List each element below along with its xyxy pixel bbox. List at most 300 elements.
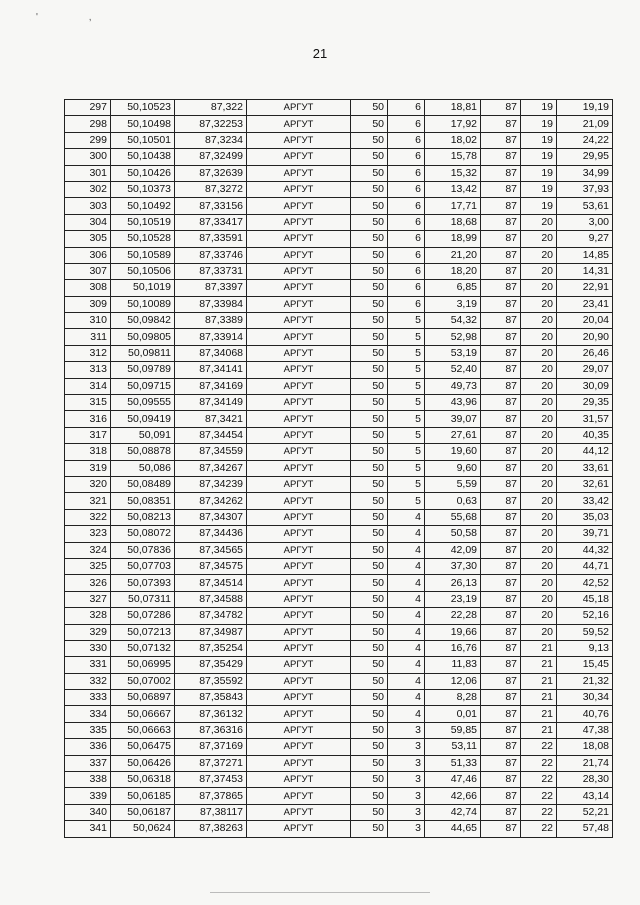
cell-river-name: АРГУТ — [247, 755, 351, 771]
cell-lat-seconds: 54,32 — [425, 313, 481, 329]
cell-lat-seconds: 52,40 — [425, 362, 481, 378]
cell-longitude: 87,34149 — [175, 395, 247, 411]
cell-latitude: 50,07132 — [111, 640, 175, 656]
cell-latitude: 50,10492 — [111, 198, 175, 214]
table-row — [65, 739, 613, 755]
cell-latitude: 50,07002 — [111, 673, 175, 689]
cell-lat-seconds: 16,76 — [425, 640, 481, 656]
cell-lat-minutes: 6 — [388, 231, 425, 247]
table-row — [65, 280, 613, 296]
cell-lat-degrees: 50 — [351, 821, 388, 837]
cell-longitude: 87,34575 — [175, 558, 247, 574]
cell-lon-degrees: 87 — [481, 640, 521, 656]
cell-lon-degrees: 87 — [481, 706, 521, 722]
cell-longitude: 87,37169 — [175, 739, 247, 755]
cell-longitude: 87,37453 — [175, 772, 247, 788]
cell-point-number: 334 — [65, 706, 111, 722]
cell-lat-minutes: 4 — [388, 673, 425, 689]
cell-river-name: АРГУТ — [247, 772, 351, 788]
cell-longitude: 87,322 — [175, 100, 247, 116]
cell-longitude: 87,3272 — [175, 181, 247, 197]
table-row — [65, 132, 613, 148]
cell-river-name: АРГУТ — [247, 526, 351, 542]
cell-latitude: 50,10528 — [111, 231, 175, 247]
cell-lat-minutes: 4 — [388, 690, 425, 706]
cell-latitude: 50,09842 — [111, 313, 175, 329]
cell-latitude: 50,09805 — [111, 329, 175, 345]
cell-latitude: 50,09715 — [111, 378, 175, 394]
cell-lat-seconds: 43,96 — [425, 395, 481, 411]
cell-lat-seconds: 18,81 — [425, 100, 481, 116]
cell-lon-minutes: 19 — [521, 181, 557, 197]
cell-lon-minutes: 19 — [521, 165, 557, 181]
cell-longitude: 87,34262 — [175, 493, 247, 509]
cell-lon-degrees: 87 — [481, 739, 521, 755]
cell-longitude: 87,34169 — [175, 378, 247, 394]
cell-lat-seconds: 52,98 — [425, 329, 481, 345]
cell-lon-minutes: 20 — [521, 591, 557, 607]
cell-lon-seconds: 57,48 — [557, 821, 613, 837]
cell-lat-minutes: 6 — [388, 165, 425, 181]
table-row — [65, 378, 613, 394]
cell-longitude: 87,37865 — [175, 788, 247, 804]
cell-river-name: АРГУТ — [247, 690, 351, 706]
cell-lon-seconds: 34,99 — [557, 165, 613, 181]
cell-point-number: 302 — [65, 181, 111, 197]
table-row — [65, 198, 613, 214]
cell-lat-seconds: 17,71 — [425, 198, 481, 214]
cell-latitude: 50,10501 — [111, 132, 175, 148]
cell-lon-minutes: 20 — [521, 542, 557, 558]
cell-lat-seconds: 17,92 — [425, 116, 481, 132]
table-row — [65, 690, 613, 706]
cell-lat-seconds: 55,68 — [425, 509, 481, 525]
cell-lat-degrees: 50 — [351, 149, 388, 165]
cell-lat-seconds: 49,73 — [425, 378, 481, 394]
cell-lat-minutes: 3 — [388, 821, 425, 837]
cell-lat-minutes: 3 — [388, 772, 425, 788]
cell-latitude: 50,10498 — [111, 116, 175, 132]
cell-river-name: АРГУТ — [247, 624, 351, 640]
cell-lon-seconds: 21,09 — [557, 116, 613, 132]
cell-lat-minutes: 5 — [388, 395, 425, 411]
cell-latitude: 50,08213 — [111, 509, 175, 525]
cell-lon-degrees: 87 — [481, 476, 521, 492]
cell-point-number: 327 — [65, 591, 111, 607]
cell-lon-minutes: 21 — [521, 722, 557, 738]
cell-river-name: АРГУТ — [247, 378, 351, 394]
cell-latitude: 50,0624 — [111, 821, 175, 837]
cell-latitude: 50,07703 — [111, 558, 175, 574]
cell-lat-degrees: 50 — [351, 116, 388, 132]
cell-river-name: АРГУТ — [247, 149, 351, 165]
table-row — [65, 329, 613, 345]
cell-lon-degrees: 87 — [481, 558, 521, 574]
cell-lat-seconds: 27,61 — [425, 427, 481, 443]
cell-river-name: АРГУТ — [247, 640, 351, 656]
cell-point-number: 331 — [65, 657, 111, 673]
cell-lon-minutes: 20 — [521, 263, 557, 279]
cell-longitude: 87,34239 — [175, 476, 247, 492]
cell-lon-minutes: 20 — [521, 313, 557, 329]
cell-point-number: 308 — [65, 280, 111, 296]
cell-longitude: 87,34565 — [175, 542, 247, 558]
cell-lat-minutes: 5 — [388, 362, 425, 378]
cell-lon-minutes: 22 — [521, 755, 557, 771]
cell-point-number: 324 — [65, 542, 111, 558]
cell-point-number: 300 — [65, 149, 111, 165]
cell-lon-minutes: 20 — [521, 526, 557, 542]
table-row — [65, 100, 613, 116]
cell-lon-minutes: 20 — [521, 247, 557, 263]
cell-lat-seconds: 44,65 — [425, 821, 481, 837]
cell-lon-seconds: 9,13 — [557, 640, 613, 656]
cell-lon-seconds: 15,45 — [557, 657, 613, 673]
table-row — [65, 149, 613, 165]
cell-lon-degrees: 87 — [481, 362, 521, 378]
cell-lon-seconds: 3,00 — [557, 214, 613, 230]
cell-lon-minutes: 20 — [521, 608, 557, 624]
cell-lon-minutes: 20 — [521, 362, 557, 378]
cell-lon-seconds: 29,95 — [557, 149, 613, 165]
cell-lat-seconds: 53,19 — [425, 345, 481, 361]
cell-lat-minutes: 4 — [388, 624, 425, 640]
table-row — [65, 722, 613, 738]
cell-lat-seconds: 42,09 — [425, 542, 481, 558]
cell-lon-degrees: 87 — [481, 247, 521, 263]
cell-river-name: АРГУТ — [247, 558, 351, 574]
cell-lat-minutes: 6 — [388, 296, 425, 312]
table-row — [65, 558, 613, 574]
cell-lat-minutes: 4 — [388, 591, 425, 607]
cell-lat-seconds: 42,74 — [425, 804, 481, 820]
cell-lon-minutes: 19 — [521, 132, 557, 148]
cell-lon-degrees: 87 — [481, 821, 521, 837]
cell-lat-degrees: 50 — [351, 411, 388, 427]
cell-point-number: 318 — [65, 444, 111, 460]
cell-latitude: 50,10589 — [111, 247, 175, 263]
cell-lon-degrees: 87 — [481, 755, 521, 771]
table-row — [65, 345, 613, 361]
footer-divider — [210, 892, 430, 893]
cell-lat-seconds: 19,60 — [425, 444, 481, 460]
cell-longitude: 87,35429 — [175, 657, 247, 673]
cell-lon-degrees: 87 — [481, 493, 521, 509]
cell-lon-degrees: 87 — [481, 198, 521, 214]
cell-longitude: 87,35254 — [175, 640, 247, 656]
cell-lat-seconds: 18,68 — [425, 214, 481, 230]
cell-lon-seconds: 26,46 — [557, 345, 613, 361]
cell-lat-minutes: 4 — [388, 542, 425, 558]
cell-longitude: 87,33984 — [175, 296, 247, 312]
cell-river-name: АРГУТ — [247, 165, 351, 181]
cell-lon-degrees: 87 — [481, 214, 521, 230]
table-row — [65, 460, 613, 476]
cell-latitude: 50,10438 — [111, 149, 175, 165]
cell-latitude: 50,06995 — [111, 657, 175, 673]
cell-river-name: АРГУТ — [247, 821, 351, 837]
cell-latitude: 50,09419 — [111, 411, 175, 427]
cell-point-number: 330 — [65, 640, 111, 656]
cell-point-number: 298 — [65, 116, 111, 132]
cell-lon-minutes: 19 — [521, 149, 557, 165]
cell-lon-minutes: 20 — [521, 460, 557, 476]
cell-river-name: АРГУТ — [247, 444, 351, 460]
cell-lat-degrees: 50 — [351, 198, 388, 214]
cell-lon-degrees: 87 — [481, 296, 521, 312]
cell-lat-degrees: 50 — [351, 772, 388, 788]
cell-lat-seconds: 12,06 — [425, 673, 481, 689]
cell-lat-minutes: 6 — [388, 132, 425, 148]
cell-lat-degrees: 50 — [351, 755, 388, 771]
cell-lat-seconds: 15,32 — [425, 165, 481, 181]
cell-lon-minutes: 20 — [521, 280, 557, 296]
cell-lon-minutes: 21 — [521, 657, 557, 673]
cell-point-number: 341 — [65, 821, 111, 837]
cell-point-number: 305 — [65, 231, 111, 247]
cell-lat-degrees: 50 — [351, 476, 388, 492]
cell-latitude: 50,06897 — [111, 690, 175, 706]
cell-lat-seconds: 18,02 — [425, 132, 481, 148]
cell-river-name: АРГУТ — [247, 411, 351, 427]
cell-lat-minutes: 4 — [388, 640, 425, 656]
table-row — [65, 493, 613, 509]
cell-river-name: АРГУТ — [247, 198, 351, 214]
cell-latitude: 50,10373 — [111, 181, 175, 197]
cell-point-number: 297 — [65, 100, 111, 116]
cell-point-number: 312 — [65, 345, 111, 361]
cell-point-number: 337 — [65, 755, 111, 771]
cell-lon-seconds: 9,27 — [557, 231, 613, 247]
cell-lat-degrees: 50 — [351, 263, 388, 279]
cell-longitude: 87,37271 — [175, 755, 247, 771]
cell-river-name: АРГУТ — [247, 509, 351, 525]
cell-latitude: 50,086 — [111, 460, 175, 476]
cell-longitude: 87,33914 — [175, 329, 247, 345]
cell-lat-minutes: 5 — [388, 345, 425, 361]
cell-river-name: АРГУТ — [247, 132, 351, 148]
cell-lon-minutes: 20 — [521, 558, 557, 574]
cell-lat-seconds: 59,85 — [425, 722, 481, 738]
cell-river-name: АРГУТ — [247, 116, 351, 132]
cell-lat-degrees: 50 — [351, 100, 388, 116]
table-row — [65, 181, 613, 197]
cell-lon-degrees: 87 — [481, 460, 521, 476]
cell-lat-seconds: 53,11 — [425, 739, 481, 755]
cell-lon-degrees: 87 — [481, 804, 521, 820]
cell-lat-seconds: 23,19 — [425, 591, 481, 607]
cell-longitude: 87,33417 — [175, 214, 247, 230]
cell-lat-minutes: 4 — [388, 558, 425, 574]
scan-marks: ' , — [36, 12, 116, 23]
cell-river-name: АРГУТ — [247, 362, 351, 378]
cell-lat-seconds: 19,66 — [425, 624, 481, 640]
table-row — [65, 427, 613, 443]
cell-longitude: 87,36316 — [175, 722, 247, 738]
table-row — [65, 395, 613, 411]
cell-lat-degrees: 50 — [351, 591, 388, 607]
cell-lon-seconds: 32,61 — [557, 476, 613, 492]
page-number: 21 — [312, 46, 328, 61]
cell-point-number: 319 — [65, 460, 111, 476]
cell-lon-degrees: 87 — [481, 345, 521, 361]
cell-lon-degrees: 87 — [481, 542, 521, 558]
cell-lat-degrees: 50 — [351, 575, 388, 591]
table-row — [65, 214, 613, 230]
cell-longitude: 87,36132 — [175, 706, 247, 722]
cell-longitude: 87,34436 — [175, 526, 247, 542]
cell-lat-seconds: 9,60 — [425, 460, 481, 476]
cell-river-name: АРГУТ — [247, 493, 351, 509]
cell-river-name: АРГУТ — [247, 804, 351, 820]
cell-latitude: 50,07311 — [111, 591, 175, 607]
cell-lat-seconds: 47,46 — [425, 772, 481, 788]
table-row — [65, 165, 613, 181]
cell-point-number: 303 — [65, 198, 111, 214]
table-body — [65, 100, 613, 838]
cell-lon-degrees: 87 — [481, 788, 521, 804]
cell-latitude: 50,08351 — [111, 493, 175, 509]
cell-lon-degrees: 87 — [481, 673, 521, 689]
cell-longitude: 87,33731 — [175, 263, 247, 279]
cell-point-number: 321 — [65, 493, 111, 509]
cell-lon-seconds: 29,35 — [557, 395, 613, 411]
cell-point-number: 306 — [65, 247, 111, 263]
cell-lat-seconds: 5,59 — [425, 476, 481, 492]
cell-lon-seconds: 21,32 — [557, 673, 613, 689]
cell-lon-degrees: 87 — [481, 591, 521, 607]
cell-lon-seconds: 30,34 — [557, 690, 613, 706]
cell-river-name: АРГУТ — [247, 657, 351, 673]
cell-lat-minutes: 3 — [388, 804, 425, 820]
cell-lon-minutes: 20 — [521, 214, 557, 230]
cell-point-number: 325 — [65, 558, 111, 574]
cell-longitude: 87,34307 — [175, 509, 247, 525]
cell-lat-minutes: 3 — [388, 739, 425, 755]
cell-river-name: АРГУТ — [247, 706, 351, 722]
cell-lat-minutes: 3 — [388, 788, 425, 804]
cell-lon-degrees: 87 — [481, 149, 521, 165]
cell-latitude: 50,10523 — [111, 100, 175, 116]
table-row — [65, 509, 613, 525]
table-row — [65, 821, 613, 837]
cell-lon-seconds: 45,18 — [557, 591, 613, 607]
table-row — [65, 116, 613, 132]
cell-lat-minutes: 3 — [388, 722, 425, 738]
cell-latitude: 50,08072 — [111, 526, 175, 542]
cell-latitude: 50,10426 — [111, 165, 175, 181]
cell-lat-minutes: 5 — [388, 444, 425, 460]
cell-lon-degrees: 87 — [481, 722, 521, 738]
cell-river-name: АРГУТ — [247, 673, 351, 689]
cell-lat-degrees: 50 — [351, 427, 388, 443]
table-row — [65, 231, 613, 247]
cell-lat-minutes: 5 — [388, 313, 425, 329]
cell-lon-degrees: 87 — [481, 608, 521, 624]
cell-lat-degrees: 50 — [351, 132, 388, 148]
cell-point-number: 335 — [65, 722, 111, 738]
table-row — [65, 526, 613, 542]
cell-latitude: 50,09811 — [111, 345, 175, 361]
cell-point-number: 333 — [65, 690, 111, 706]
cell-lat-seconds: 18,99 — [425, 231, 481, 247]
cell-lon-seconds: 19,19 — [557, 100, 613, 116]
cell-latitude: 50,08489 — [111, 476, 175, 492]
cell-point-number: 314 — [65, 378, 111, 394]
cell-point-number: 307 — [65, 263, 111, 279]
cell-river-name: АРГУТ — [247, 100, 351, 116]
cell-point-number: 323 — [65, 526, 111, 542]
cell-longitude: 87,38263 — [175, 821, 247, 837]
cell-river-name: АРГУТ — [247, 313, 351, 329]
cell-lon-seconds: 23,41 — [557, 296, 613, 312]
cell-river-name: АРГУТ — [247, 427, 351, 443]
table-row — [65, 673, 613, 689]
cell-lon-seconds: 40,76 — [557, 706, 613, 722]
cell-longitude: 87,34782 — [175, 608, 247, 624]
cell-point-number: 336 — [65, 739, 111, 755]
cell-lon-seconds: 30,09 — [557, 378, 613, 394]
cell-lon-degrees: 87 — [481, 411, 521, 427]
cell-lat-minutes: 5 — [388, 460, 425, 476]
cell-point-number: 328 — [65, 608, 111, 624]
cell-lat-degrees: 50 — [351, 526, 388, 542]
cell-lat-minutes: 5 — [388, 329, 425, 345]
cell-lon-seconds: 20,04 — [557, 313, 613, 329]
cell-river-name: АРГУТ — [247, 395, 351, 411]
cell-lon-degrees: 87 — [481, 231, 521, 247]
cell-lat-degrees: 50 — [351, 706, 388, 722]
cell-lat-seconds: 37,30 — [425, 558, 481, 574]
cell-lon-minutes: 22 — [521, 804, 557, 820]
table-row — [65, 411, 613, 427]
cell-lat-minutes: 4 — [388, 608, 425, 624]
cell-lat-seconds: 15,78 — [425, 149, 481, 165]
cell-lat-degrees: 50 — [351, 280, 388, 296]
cell-lon-minutes: 22 — [521, 772, 557, 788]
cell-lat-seconds: 13,42 — [425, 181, 481, 197]
cell-longitude: 87,34987 — [175, 624, 247, 640]
cell-lat-degrees: 50 — [351, 313, 388, 329]
table-row — [65, 296, 613, 312]
cell-river-name: АРГУТ — [247, 476, 351, 492]
cell-river-name: АРГУТ — [247, 542, 351, 558]
cell-latitude: 50,10506 — [111, 263, 175, 279]
cell-latitude: 50,06667 — [111, 706, 175, 722]
cell-point-number: 326 — [65, 575, 111, 591]
cell-lon-seconds: 20,90 — [557, 329, 613, 345]
cell-lat-degrees: 50 — [351, 558, 388, 574]
cell-lon-seconds: 29,07 — [557, 362, 613, 378]
cell-lon-seconds: 53,61 — [557, 198, 613, 214]
cell-lon-minutes: 22 — [521, 821, 557, 837]
cell-lat-minutes: 4 — [388, 706, 425, 722]
cell-lon-degrees: 87 — [481, 395, 521, 411]
cell-lon-degrees: 87 — [481, 690, 521, 706]
cell-point-number: 329 — [65, 624, 111, 640]
table-row — [65, 706, 613, 722]
cell-lat-minutes: 6 — [388, 116, 425, 132]
cell-longitude: 87,32253 — [175, 116, 247, 132]
cell-latitude: 50,08878 — [111, 444, 175, 460]
cell-lon-seconds: 39,71 — [557, 526, 613, 542]
cell-point-number: 320 — [65, 476, 111, 492]
cell-lat-seconds: 51,33 — [425, 755, 481, 771]
cell-lat-degrees: 50 — [351, 673, 388, 689]
cell-lat-degrees: 50 — [351, 624, 388, 640]
cell-longitude: 87,38117 — [175, 804, 247, 820]
cell-lon-degrees: 87 — [481, 280, 521, 296]
